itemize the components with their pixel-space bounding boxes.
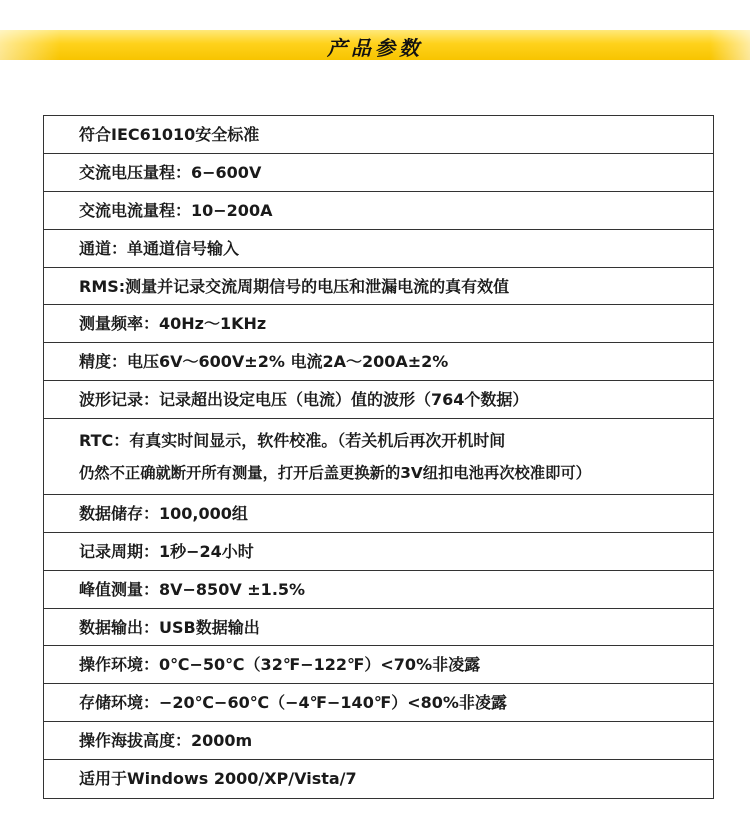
spec-row-storage: 数据储存：100,000组	[44, 495, 713, 533]
spec-row-altitude: 操作海拔高度：2000m	[44, 722, 713, 760]
spec-row-storage-env: 存储环境：−20℃−60℃（−4℉−140℉）<80%非凌露	[44, 684, 713, 722]
spec-row-standard: 符合IEC61010安全标准	[44, 116, 713, 154]
spec-row-operating-env: 操作环境：0℃−50℃（32℉−122℉）<70%非凌露	[44, 646, 713, 684]
spec-rtc-line-1: RTC：有真实时间显示，软件校准。（若关机后再次开机时间	[79, 431, 506, 451]
spec-row-channel: 通道：单通道信号输入	[44, 230, 713, 268]
spec-row-ac-current: 交流电流量程：10−200A	[44, 192, 713, 230]
spec-row-waveform: 波形记录：记录超出设定电压（电流）值的波形（764个数据）	[44, 381, 713, 419]
spec-row-peak: 峰值测量：8V−850V ±1.5%	[44, 571, 713, 609]
spec-row-rms: RMS:测量并记录交流周期信号的电压和泄漏电流的真有效值	[44, 268, 713, 306]
spec-row-ac-voltage: 交流电压量程：6−600V	[44, 154, 713, 192]
spec-row-data-output: 数据输出：USB数据输出	[44, 609, 713, 647]
spec-row-compatibility: 适用于Windows 2000/XP/Vista/7	[79, 769, 357, 789]
spec-table	[43, 115, 714, 799]
spec-row-frequency: 测量频率：40Hz～1KHz	[44, 305, 713, 343]
spec-row-accuracy: 精度：电压6V～600V±2% 电流2A～200A±2%	[44, 343, 713, 381]
spec-row-rtc	[44, 419, 713, 495]
spec-row-record-period: 记录周期：1秒−24小时	[44, 533, 713, 571]
page-title: 产品参数	[327, 36, 423, 60]
spec-rtc-line-2: 仍然不正确就断开所有测量，打开后盖更换新的3V纽扣电池再次校准即可）	[79, 464, 591, 483]
